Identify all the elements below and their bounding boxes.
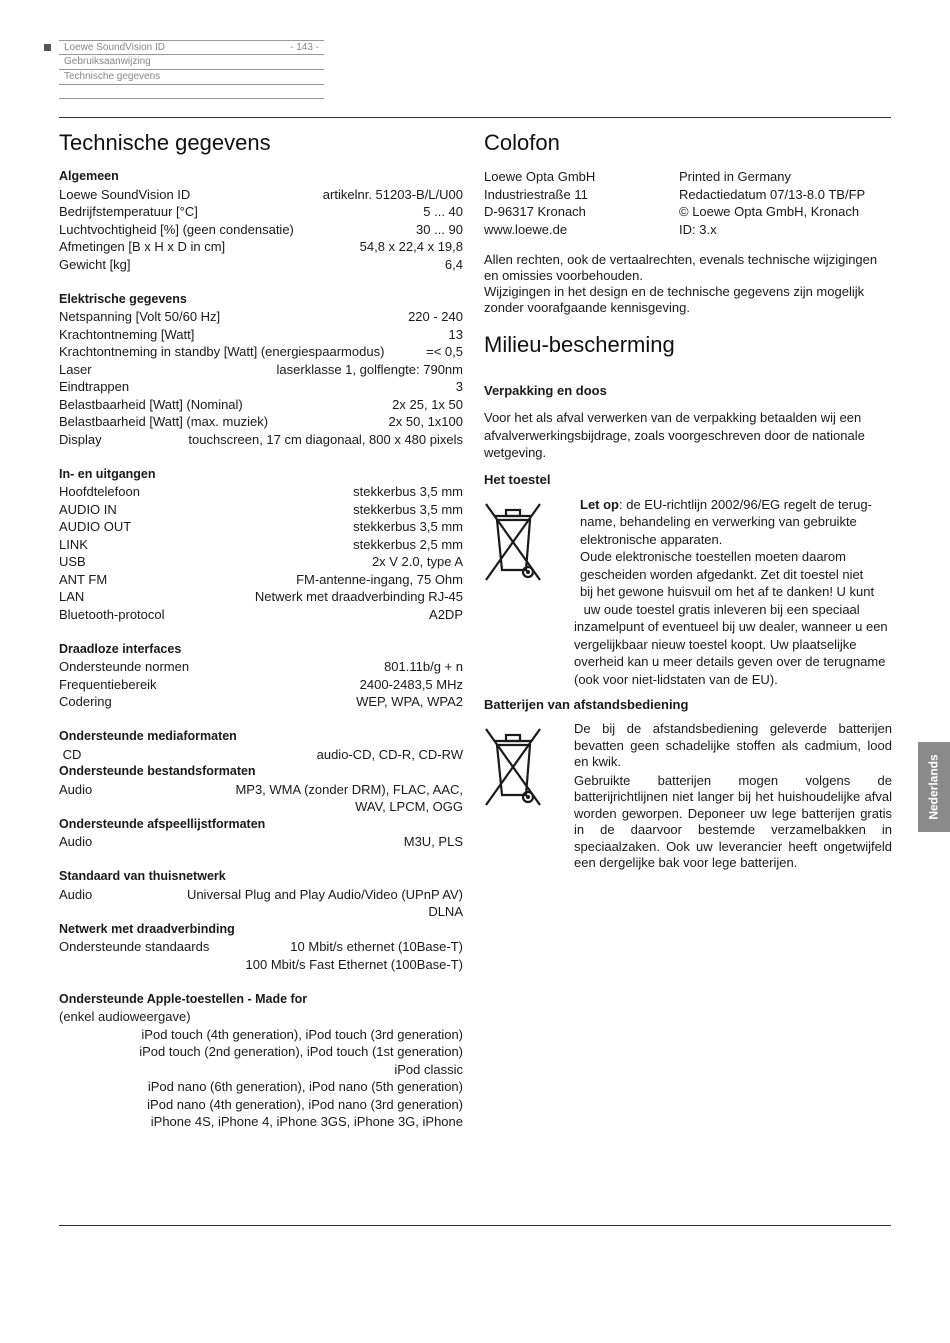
spec-value: M3U, PLS [403,834,463,849]
header-page-number: - 143 - [290,42,319,53]
device-heading: Het toestel [484,471,551,487]
spec-key: Laser [59,361,92,377]
section-heading: In- en uitgangen [59,466,156,481]
spec-row [59,326,463,344]
battery-heading: Batterijen van afstandsbediening [484,697,689,712]
device-text-line: bij het gewone huisvuil om het af te danken! U kunt [580,584,875,599]
spec-row [59,571,463,589]
crossed-out-bin-icon [484,725,542,809]
spec-row [59,343,463,361]
spec-list-io [59,483,463,623]
spec-value: A2DP [429,606,463,622]
apple-device-line: iPhone 4S, iPhone 4, iPhone 3GS, iPhone 3G, iPhone [150,1114,463,1129]
device-text-line: elektronische apparaten. [580,531,723,547]
spec-key: Loewe SoundVision ID [59,186,191,202]
colofon-line: ID: 3.x [679,221,717,237]
apple-device-line: iPod touch (4th generation), iPod touch (3rd generation) [141,1026,463,1042]
spec-value-cont: 100 Mbit/s Fast Ethernet (100Base-T) [245,956,463,972]
colofon-line: Redactiedatum 07/13-8.0 TB/FP [679,186,866,202]
spec-value: 6,4 [444,256,463,272]
section-heading: Netwerk met draadverbinding [59,921,235,936]
spec-value: 10 Mbit/s ethernet (10Base-T) [290,939,463,954]
spec-key: Display [59,431,102,447]
spec-value: touchscreen, 17 cm diagonaal, 800 x 480 pixels [188,431,463,447]
spec-key: Krachtontneming [Watt] [59,326,195,342]
technical-title: Technische gegevens [59,130,271,155]
spec-key: Bluetooth-protocol [59,606,165,622]
spec-row [59,658,463,676]
device-text: Let op: de EU-richtlijn 2002/96/EG regelt de terug- [580,496,872,512]
spec-row [59,203,463,221]
battery-text-1: De bij de afstandsbediening geleverde batterijen bevatten geen schadelijke stoffen als cadmium, lood en kwik. [574,721,892,769]
spec-key: CD [59,746,82,762]
spec-row [59,186,463,204]
spec-row [59,833,463,851]
apple-device-line: iPod classic [394,1061,463,1077]
spec-key: Bedrijfstemperatuur [°C] [59,204,198,219]
rights-paragraph: Allen rechten, ook de vertaalrechten, evenals technische wijzigingen en omissies voorbehouden. [484,252,878,283]
section-heading: Ondersteunde afspeellijstformaten [59,816,266,831]
spec-value: stekkerbus 3,5 mm [353,519,463,534]
spec-row [59,256,463,274]
spec-value: 2x V 2.0, type A [371,554,463,569]
spec-key: Audio [59,834,93,849]
spec-value: Netwerk met draadverbinding RJ-45 [254,589,463,604]
spec-key: USB [59,554,86,569]
bottom-rule [59,1225,891,1226]
spec-row [59,501,463,519]
spec-value: WEP, WPA, WPA2 [356,694,463,709]
battery-text-2: Gebruikte batterijen mogen volgens de batterijrichtlijnen niet langer bij het huishoudelijke afval worden geworpen. Deponeer uw lege batterijen gratis in de daarvoor bestemde verzamelbakken in speciaalzaken. Ook uw leverancier heeft ongetwijfeld een dergelijke bak voor lege batterijen. [574,772,892,870]
spec-list-elektrisch [59,308,463,448]
spec-key: Gewicht [kg] [59,256,131,272]
top-rule [59,117,891,118]
spec-row [59,396,463,414]
spec-key: Belastbaarheid [Watt] (Nominal) [59,396,243,412]
spec-key: AUDIO IN [59,501,117,517]
spec-row [59,361,463,379]
spec-value: audio-CD, CD-R, CD-RW [316,746,463,762]
spec-value: 801.11b/g + n [384,659,463,674]
spec-value: Universal Plug and Play Audio/Video (UPnP AV) [186,886,463,902]
device-text-line: uw oude toestel gratis inleveren bij een speciaal [580,601,860,617]
spec-value: 2x 50, 1x100 [388,414,463,429]
colofon-line: Loewe Opta GmbH [484,169,596,184]
spec-value: artikelnr. 51203-B/L/U00 [322,186,463,202]
section-heading: Elektrische gegevens [59,291,187,306]
spec-list-algemeen [59,186,463,274]
spec-value: =< 0,5 [426,344,463,359]
spec-row [59,483,463,501]
colofon-title: Colofon [484,130,560,155]
header-manual: Gebruiksaanwijzing [64,56,151,67]
colofon-line: © Loewe Opta GmbH, Kronach [679,204,860,219]
spec-key: Ondersteunde normen [59,659,190,674]
device-block [484,496,892,689]
spec-key: Audio [59,781,93,797]
spec-key: Hoofdtelefoon [59,484,140,499]
spec-key: Audio [59,886,93,902]
spec-key: ANT FM [59,571,108,587]
spec-row [59,378,463,396]
spec-value-cont: WAV, LPCM, OGG [355,799,463,814]
spec-value: MP3, WMA (zonder DRM), FLAC, AAC, [235,781,463,797]
section-heading: Ondersteunde Apple-toestellen - Made for [59,991,308,1006]
spec-row [59,553,463,571]
spec-row [59,938,463,956]
spec-value: 2x 25, 1x 50 [392,396,463,412]
spec-list-wireless [59,658,463,711]
language-tab-label: Nederlands [927,754,942,820]
crossed-out-bin-icon [484,500,542,584]
spec-key: Eindtrappen [59,379,130,394]
spec-row [59,413,463,431]
language-tab[interactable] [918,742,950,832]
spec-value-cont: DLNA [428,904,463,919]
apple-device-line: iPod nano (4th generation), iPod nano (3rd generation) [147,1096,463,1112]
spec-key: Luchtvochtigheid [%] (geen condensatie) [59,221,294,237]
spec-row [59,676,463,694]
spec-row [59,238,463,256]
spec-value: FM-antenne-ingang, 75 Ohm [296,571,463,587]
spec-key: AUDIO OUT [59,519,132,534]
packaging-text: Voor het als afval verwerken van de verpakking betaalden wij een afvalverwerkingsbijdrage, zoals voorgeschreven door de nationale wetgeving. [484,410,865,460]
device-text-line: gescheiden worden afgedankt. Zet dit toestel niet [580,566,864,582]
apple-device-line: iPod touch (2nd generation), iPod touch (1st generation) [139,1044,463,1059]
right-column [484,128,892,872]
spec-value: 54,8 x 22,4 x 19,8 [359,239,463,254]
header-square-icon [44,44,51,51]
spec-row [59,746,463,764]
spec-key: Afmetingen [B x H x D in cm] [59,239,226,254]
device-text-line: Oude elektronische toestellen moeten daarom [580,549,846,564]
apple-device-line: iPod nano (6th generation), iPod nano (5th generation) [147,1079,463,1094]
spec-value: 13 [448,326,463,342]
spec-key: LAN [59,589,85,604]
spec-value: laserklasse 1, golflengte: 790nm [276,361,463,377]
spec-row [59,886,463,904]
spec-value: 30 ... 90 [416,221,463,237]
section-heading: Ondersteunde mediaformaten [59,729,237,743]
spec-key: Netspanning [Volt 50/60 Hz] [59,309,221,324]
section-heading: Draadloze interfaces [59,641,182,656]
spec-key: Ondersteunde standaards [59,939,210,954]
spec-value: 2400-2483,5 MHz [359,676,463,692]
section-heading: Ondersteunde bestandsformaten [59,764,256,778]
spec-row [59,693,463,711]
spec-row [59,518,463,536]
spec-key: Frequentiebereik [59,676,157,692]
section-heading: Algemeen [59,169,119,183]
spec-row [59,781,463,799]
spec-row [59,588,463,606]
spec-row [59,536,463,554]
header-section: Technische gegevens [64,71,161,82]
colofon-block [484,168,892,238]
device-text-line: name, behandeling en verwerking van gebruikte [580,514,857,529]
colofon-line: Industriestraße 11 [484,186,588,202]
battery-block [484,721,892,872]
colofon-line: D-96317 Kronach [484,204,586,219]
spec-value: stekkerbus 3,5 mm [353,501,463,517]
header-product: Loewe SoundVision ID [64,42,165,53]
changes-paragraph: Wijzigingen in het design en de technische gegevens zijn mogelijk zonder voorafgaande kennisgeving. [484,284,865,315]
spec-row [59,308,463,326]
spec-key: Krachtontneming in standby [Watt] (energiespaarmodus) [59,344,385,359]
colofon-line: Printed in Germany [679,169,791,184]
spec-row [59,221,463,239]
section-heading: Standaard van thuisnetwerk [59,869,226,883]
spec-value: 5 ... 40 [423,204,463,219]
spec-key: LINK [59,536,88,552]
spec-key: Codering [59,694,112,709]
colofon-info [679,168,865,238]
milieu-title: Milieu-bescherming [484,332,675,357]
spec-value: stekkerbus 3,5 mm [353,484,463,499]
spec-value: 220 - 240 [408,309,463,324]
device-warning-label: Let op [580,496,619,512]
spec-row [59,431,463,449]
colofon-address [484,168,679,238]
technical-specs [59,128,463,1131]
spec-value: 3 [455,379,463,394]
device-text-rest: inzamelpunt of eventueel bij uw dealer, wanneer u een vergelijkbaar nieuw toestel koopt. Uw plaatselijke overheid kan u meer details geven over de terugname (ook voor niet-lidstaten van de EU). [574,619,888,687]
apple-subheading: (enkel audioweergave) [59,1009,191,1024]
packaging-heading: Verpakking en doos [484,383,607,398]
spec-row [59,606,463,624]
spec-key: Belastbaarheid [Watt] (max. muziek) [59,414,269,429]
spec-value: stekkerbus 2,5 mm [353,536,463,552]
colofon-line: www.loewe.de [484,221,568,237]
